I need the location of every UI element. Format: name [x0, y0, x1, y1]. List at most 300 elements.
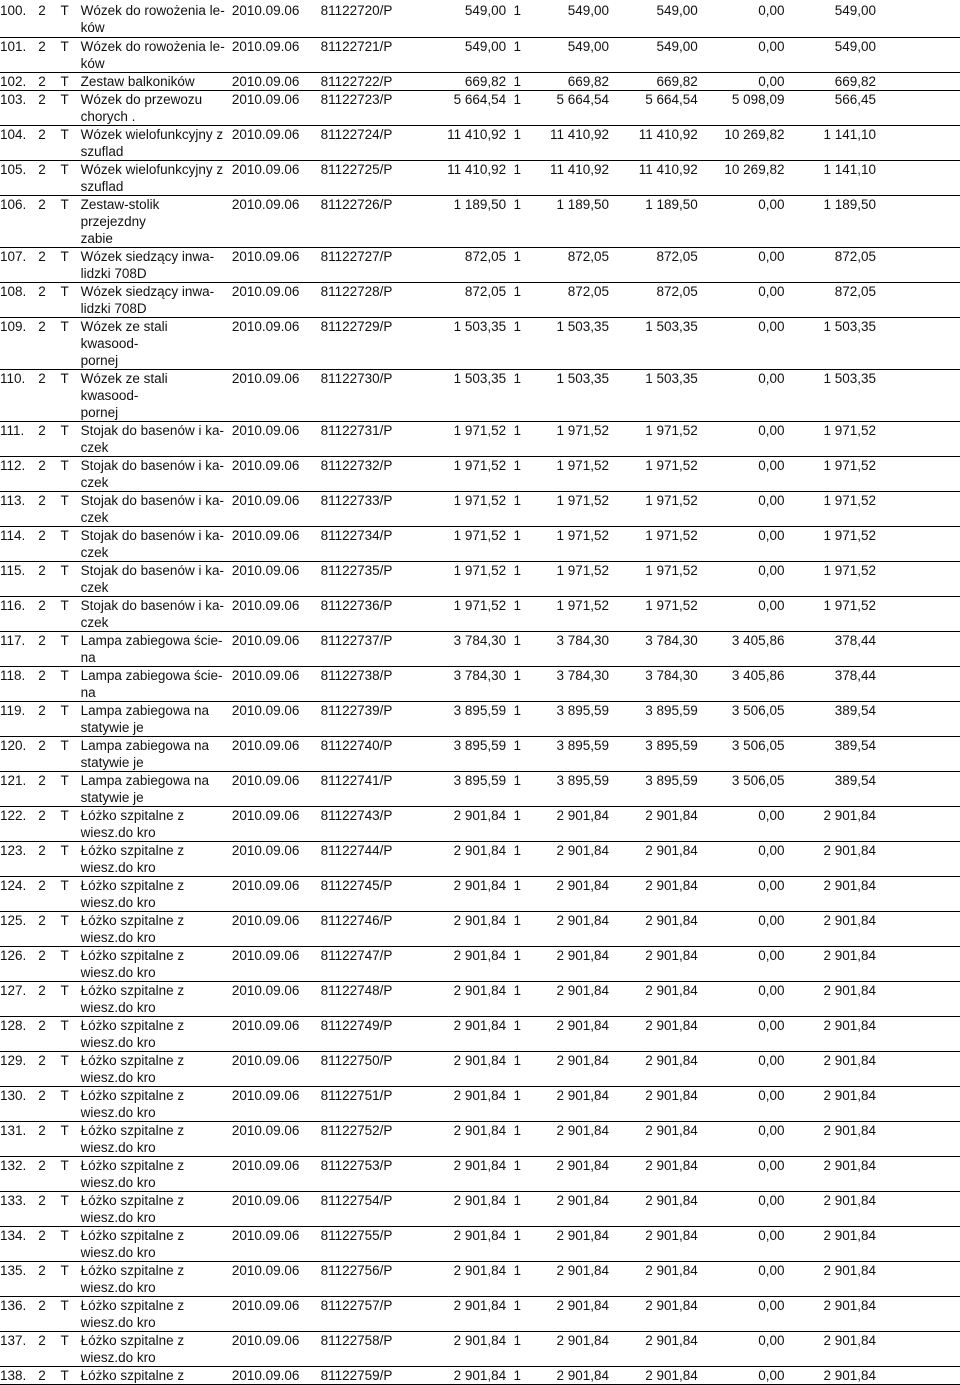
inventory-number: 81122759/P: [320, 1367, 393, 1383]
initial-value: 11 410,92: [638, 126, 698, 142]
acquisition-date: 2010.09.06: [231, 912, 300, 928]
table-row: [0, 456, 960, 491]
net-value: 1 971,52: [823, 527, 876, 543]
row-number: 129.: [0, 1052, 27, 1068]
net-value: 2 901,84: [823, 1332, 876, 1348]
row-number: 137.: [0, 1332, 27, 1348]
quantity: 1: [513, 248, 521, 264]
acquisition-date: 2010.09.06: [231, 422, 300, 438]
item-name-line: wiesz.do kro: [80, 1244, 156, 1260]
acquisition-date: 2010.09.06: [231, 842, 300, 858]
group-code: 2: [38, 492, 46, 508]
quantity: 1: [513, 807, 521, 823]
unit-price: 1 503,35: [453, 318, 507, 334]
group-code: 2: [38, 161, 46, 177]
table-row: [0, 1156, 960, 1191]
group-code: 2: [38, 912, 46, 928]
net-value: 2 901,84: [823, 1192, 876, 1208]
depreciation: 10 269,82: [724, 126, 785, 142]
item-name: [79, 1296, 230, 1331]
type-code: T: [60, 597, 69, 613]
inventory-number: 81122724/P: [320, 126, 393, 142]
item-name-line: wiesz.do kro: [80, 1174, 156, 1190]
depreciation: 0,00: [758, 1157, 785, 1173]
table-row: [0, 981, 960, 1016]
unit-price: 3 895,59: [453, 772, 507, 788]
item-name: [79, 247, 230, 282]
quantity: 1: [513, 1122, 521, 1138]
total-value: 2 901,84: [556, 1122, 610, 1138]
item-name-line: statywie je: [80, 789, 144, 805]
unit-price: 1 503,35: [453, 370, 507, 386]
acquisition-date: 2010.09.06: [231, 126, 300, 142]
type-code: T: [60, 91, 69, 107]
item-name-line: Zestaw-stolik przejezdny: [80, 196, 160, 229]
group-code: 2: [38, 807, 46, 823]
initial-value: 2 901,84: [645, 1017, 698, 1033]
unit-price: 1 971,52: [453, 422, 507, 438]
acquisition-date: 2010.09.06: [231, 1017, 300, 1033]
acquisition-date: 2010.09.06: [231, 527, 300, 543]
unit-price: 11 410,92: [447, 126, 507, 142]
initial-value: 2 901,84: [645, 1122, 698, 1138]
initial-value: 2 901,84: [645, 1052, 698, 1068]
quantity: 1: [513, 1087, 521, 1103]
inventory-number: 81122758/P: [320, 1332, 393, 1348]
item-name: [79, 771, 230, 806]
inventory-number: 81122748/P: [320, 982, 393, 998]
type-code: T: [60, 527, 69, 543]
inventory-number: 81122749/P: [320, 1017, 393, 1033]
net-value: 1 503,35: [823, 370, 876, 386]
acquisition-date: 2010.09.06: [231, 562, 300, 578]
quantity: 1: [513, 38, 521, 54]
table-row: [0, 247, 960, 282]
row-number: 106.: [0, 196, 27, 212]
inventory-number: 81122726/P: [320, 196, 393, 212]
group-code: 2: [38, 947, 46, 963]
net-value: 2 901,84: [823, 912, 876, 928]
inventory-number: 81122744/P: [320, 842, 393, 858]
initial-value: 2 901,84: [645, 1087, 698, 1103]
item-name-line: wiesz.do kro: [80, 1104, 156, 1120]
item-name-line: Wózek wielofunkcyjny z: [80, 161, 224, 177]
table-row: [0, 37, 960, 72]
acquisition-date: 2010.09.06: [231, 457, 300, 473]
initial-value: 2 901,84: [645, 842, 698, 858]
item-name-line: pornej: [80, 352, 119, 368]
quantity: 1: [513, 457, 521, 473]
net-value: 2 901,84: [823, 1017, 876, 1033]
initial-value: 1 971,52: [645, 527, 698, 543]
item-name: [79, 491, 230, 526]
depreciation: 0,00: [758, 1017, 785, 1033]
item-name-line: Łóżko szpitalne z: [80, 1297, 185, 1313]
depreciation: 10 269,82: [724, 161, 785, 177]
net-value: 566,45: [834, 91, 876, 107]
table-row: [0, 1261, 960, 1296]
acquisition-date: 2010.09.06: [231, 702, 300, 718]
net-value: 2 901,84: [823, 807, 876, 823]
initial-value: 2 901,84: [645, 1332, 698, 1348]
inventory-number: 81122746/P: [320, 912, 393, 928]
unit-price: 2 901,84: [453, 1332, 507, 1348]
net-value: 1 971,52: [823, 597, 876, 613]
group-code: 2: [38, 370, 46, 386]
row-number: 104.: [0, 126, 27, 142]
depreciation: 0,00: [758, 1122, 785, 1138]
total-value: 1 971,52: [556, 527, 610, 543]
type-code: T: [60, 1332, 69, 1348]
type-code: T: [60, 492, 69, 508]
item-name-line: wiesz.do kro: [80, 929, 156, 945]
quantity: 1: [513, 422, 521, 438]
unit-price: 2 901,84: [453, 947, 507, 963]
table-row: [0, 596, 960, 631]
acquisition-date: 2010.09.06: [231, 1157, 300, 1173]
quantity: 1: [513, 527, 521, 543]
row-number: 123.: [0, 842, 27, 858]
item-name-line: wiesz.do kro: [80, 1034, 156, 1050]
item-name: [79, 1366, 230, 1384]
table-row: [0, 2, 960, 37]
unit-price: 11 410,92: [447, 161, 507, 177]
total-value: 1 189,50: [556, 196, 610, 212]
unit-price: 1 971,52: [453, 562, 507, 578]
table-row: [0, 1331, 960, 1366]
group-code: 2: [38, 91, 46, 107]
item-name: [79, 72, 230, 90]
acquisition-date: 2010.09.06: [231, 877, 300, 893]
total-value: 1 503,35: [556, 318, 610, 334]
inventory-number: 81122723/P: [320, 91, 393, 107]
item-name-line: Łóżko szpitalne z: [80, 1192, 185, 1208]
initial-value: 3 895,59: [645, 702, 698, 718]
depreciation: 3 405,86: [731, 632, 785, 648]
table-row: [0, 421, 960, 456]
depreciation: 0,00: [758, 562, 785, 578]
depreciation: 0,00: [758, 422, 785, 438]
unit-price: 1 971,52: [453, 492, 507, 508]
initial-value: 1 503,35: [645, 370, 698, 386]
inventory-number: 81122752/P: [320, 1122, 393, 1138]
inventory-number: 81122753/P: [320, 1157, 393, 1173]
item-name: [79, 1156, 230, 1191]
table-row: [0, 666, 960, 701]
item-name: [79, 456, 230, 491]
total-value: 2 901,84: [556, 807, 610, 823]
net-value: 2 901,84: [823, 1087, 876, 1103]
depreciation: 5 098,09: [731, 91, 785, 107]
item-name: [79, 911, 230, 946]
item-name-line: Lampa zabiegowa na: [80, 772, 209, 788]
table-row: [0, 1226, 960, 1261]
net-value: 389,54: [834, 772, 876, 788]
item-name-line: szuflad: [80, 143, 124, 159]
unit-price: 549,00: [464, 38, 507, 54]
table-row: [0, 1016, 960, 1051]
acquisition-date: 2010.09.06: [231, 91, 300, 107]
unit-price: 2 901,84: [453, 1087, 507, 1103]
depreciation: 3 405,86: [731, 667, 785, 683]
item-name: [79, 736, 230, 771]
type-code: T: [60, 196, 69, 212]
initial-value: 3 784,30: [645, 632, 698, 648]
table-row: [0, 369, 960, 421]
net-value: 2 901,84: [823, 1227, 876, 1243]
depreciation: 0,00: [758, 1227, 785, 1243]
row-number: 133.: [0, 1192, 27, 1208]
inventory-number: 81122745/P: [320, 877, 393, 893]
initial-value: 2 901,84: [645, 807, 698, 823]
depreciation: 0,00: [758, 1087, 785, 1103]
group-code: 2: [38, 982, 46, 998]
total-value: 3 895,59: [556, 737, 610, 753]
item-name-line: Wózek do przewozu: [80, 91, 203, 107]
acquisition-date: 2010.09.06: [231, 370, 300, 386]
depreciation: 3 506,05: [731, 737, 785, 753]
item-name-line: Lampa zabiegowa ście-: [80, 667, 223, 683]
initial-value: 2 901,84: [645, 877, 698, 893]
item-name-line: wiesz.do kro: [80, 1209, 156, 1225]
item-name-line: Łóżko szpitalne z: [80, 947, 185, 963]
item-name: [79, 160, 230, 195]
group-code: 2: [38, 3, 46, 18]
group-code: 2: [38, 527, 46, 543]
unit-price: 2 901,84: [453, 1367, 507, 1383]
unit-price: 1 971,52: [453, 597, 507, 613]
item-name: [79, 876, 230, 911]
quantity: 1: [513, 842, 521, 858]
item-name-line: zabie: [80, 230, 113, 246]
acquisition-date: 2010.09.06: [231, 947, 300, 963]
acquisition-date: 2010.09.06: [231, 632, 300, 648]
type-code: T: [60, 772, 69, 788]
total-value: 2 901,84: [556, 1017, 610, 1033]
acquisition-date: 2010.09.06: [231, 318, 300, 334]
quantity: 1: [513, 73, 521, 89]
inventory-number: 81122720/P: [320, 3, 393, 18]
unit-price: 3 784,30: [453, 667, 507, 683]
group-code: 2: [38, 772, 46, 788]
net-value: 378,44: [834, 632, 876, 648]
depreciation: 0,00: [758, 597, 785, 613]
total-value: 2 901,84: [556, 947, 610, 963]
row-number: 122.: [0, 807, 27, 823]
table-row: [0, 72, 960, 90]
row-number: 108.: [0, 283, 27, 299]
item-name: [79, 369, 230, 421]
inventory-number: 81122750/P: [320, 1052, 393, 1068]
depreciation: 0,00: [758, 1367, 785, 1383]
total-value: 11 410,92: [549, 161, 610, 177]
quantity: 1: [513, 1332, 521, 1348]
initial-value: 3 784,30: [645, 667, 698, 683]
group-code: 2: [38, 73, 46, 89]
acquisition-date: 2010.09.06: [231, 3, 300, 18]
net-value: 549,00: [834, 3, 876, 18]
item-name-line: czek: [80, 544, 109, 560]
item-name: [79, 561, 230, 596]
type-code: T: [60, 1227, 69, 1243]
acquisition-date: 2010.09.06: [231, 1052, 300, 1068]
group-code: 2: [38, 597, 46, 613]
inventory-number: 81122736/P: [320, 597, 393, 613]
inventory-number: 81122741/P: [320, 772, 393, 788]
total-value: 5 664,54: [556, 91, 610, 107]
row-number: 128.: [0, 1017, 27, 1033]
row-number: 120.: [0, 737, 27, 753]
depreciation: 0,00: [758, 982, 785, 998]
initial-value: 2 901,84: [645, 947, 698, 963]
item-name-line: Łóżko szpitalne z: [80, 982, 185, 998]
inventory-number: 81122743/P: [320, 807, 393, 823]
quantity: 1: [513, 877, 521, 893]
item-name: [79, 1331, 230, 1366]
inventory-number: 81122755/P: [320, 1227, 393, 1243]
type-code: T: [60, 912, 69, 928]
item-name-line: Łóżko szpitalne z: [80, 877, 185, 893]
group-code: 2: [38, 248, 46, 264]
group-code: 2: [38, 126, 46, 142]
item-name-line: chorych .: [80, 108, 136, 124]
item-name-line: Lampa zabiegowa na: [80, 737, 209, 753]
acquisition-date: 2010.09.06: [231, 1297, 300, 1313]
group-code: 2: [38, 1367, 46, 1383]
type-code: T: [60, 161, 69, 177]
item-name-line: statywie je: [80, 719, 144, 735]
quantity: 1: [513, 492, 521, 508]
type-code: T: [60, 283, 69, 299]
row-number: 109.: [0, 318, 27, 334]
quantity: 1: [513, 126, 521, 142]
quantity: 1: [513, 702, 521, 718]
type-code: T: [60, 947, 69, 963]
item-name-line: Wózek wielofunkcyjny z: [80, 126, 224, 142]
depreciation: 0,00: [758, 492, 785, 508]
item-name-line: szuflad: [80, 178, 124, 194]
depreciation: 0,00: [758, 248, 785, 264]
row-number: 100.: [0, 3, 27, 18]
group-code: 2: [38, 457, 46, 473]
item-name-line: na: [80, 649, 96, 665]
table-row: [0, 631, 960, 666]
table-row: [0, 1366, 960, 1384]
group-code: 2: [38, 562, 46, 578]
item-name: [79, 631, 230, 666]
net-value: 2 901,84: [823, 842, 876, 858]
acquisition-date: 2010.09.06: [231, 73, 300, 89]
net-value: 549,00: [834, 38, 876, 54]
total-value: 3 784,30: [556, 632, 610, 648]
type-code: T: [60, 1157, 69, 1173]
row-number: 138.: [0, 1367, 27, 1383]
unit-price: 3 895,59: [453, 702, 507, 718]
group-code: 2: [38, 422, 46, 438]
initial-value: 669,82: [656, 73, 698, 89]
initial-value: 2 901,84: [645, 1367, 698, 1383]
group-code: 2: [38, 318, 46, 334]
item-name-line: wiesz.do kro: [80, 1279, 156, 1295]
item-name-line: Łóżko szpitalne z: [80, 1367, 185, 1383]
inventory-number: 81122727/P: [320, 248, 393, 264]
total-value: 2 901,84: [556, 1262, 610, 1278]
item-name: [79, 317, 230, 369]
inventory-number: 81122747/P: [320, 947, 393, 963]
total-value: 11 410,92: [549, 126, 610, 142]
acquisition-date: 2010.09.06: [231, 1332, 300, 1348]
total-value: 1 971,52: [556, 562, 610, 578]
total-value: 2 901,84: [556, 1297, 610, 1313]
item-name-line: Wózek ze stali kwasood-: [80, 370, 168, 403]
depreciation: 0,00: [758, 1262, 785, 1278]
table-row: [0, 317, 960, 369]
unit-price: 872,05: [464, 248, 507, 264]
depreciation: 0,00: [758, 73, 785, 89]
type-code: T: [60, 248, 69, 264]
depreciation: 0,00: [758, 527, 785, 543]
initial-value: 5 664,54: [645, 91, 698, 107]
quantity: 1: [513, 667, 521, 683]
item-name-line: Stojak do basenów i ka-: [80, 422, 224, 438]
unit-price: 2 901,84: [453, 982, 507, 998]
group-code: 2: [38, 1262, 46, 1278]
group-code: 2: [38, 196, 46, 212]
depreciation: 3 506,05: [731, 702, 785, 718]
initial-value: 1 971,52: [645, 492, 698, 508]
type-code: T: [60, 457, 69, 473]
total-value: 872,05: [567, 283, 610, 299]
table-row: [0, 282, 960, 317]
item-name-line: wiesz.do kro: [80, 964, 156, 980]
item-name-line: czek: [80, 509, 109, 525]
unit-price: 2 901,84: [453, 1157, 507, 1173]
item-name-line: pornej: [80, 404, 119, 420]
inventory-number: 81122739/P: [320, 702, 393, 718]
initial-value: 2 901,84: [645, 1227, 698, 1243]
item-name: [79, 806, 230, 841]
row-number: 126.: [0, 947, 27, 963]
initial-value: 2 901,84: [645, 1297, 698, 1313]
table-row: [0, 160, 960, 195]
type-code: T: [60, 422, 69, 438]
table-row: [0, 771, 960, 806]
row-number: 110.: [0, 370, 26, 386]
net-value: 1 971,52: [823, 562, 876, 578]
unit-price: 2 901,84: [453, 1227, 507, 1243]
type-code: T: [60, 38, 69, 54]
inventory-number: 81122732/P: [320, 457, 393, 473]
row-number: 111.: [0, 422, 25, 438]
row-number: 101.: [0, 38, 27, 54]
quantity: 1: [513, 1192, 521, 1208]
type-code: T: [60, 1367, 69, 1383]
depreciation: 0,00: [758, 196, 785, 212]
table-row: [0, 911, 960, 946]
total-value: 2 901,84: [556, 842, 610, 858]
type-code: T: [60, 126, 69, 142]
item-name-line: Zestaw balkoników: [80, 73, 195, 89]
type-code: T: [60, 667, 69, 683]
group-code: 2: [38, 877, 46, 893]
inventory-number: 81122722/P: [320, 73, 393, 89]
table-row: [0, 195, 960, 247]
net-value: 1 189,50: [823, 196, 876, 212]
item-name-line: Łóżko szpitalne z: [80, 1017, 185, 1033]
acquisition-date: 2010.09.06: [231, 1192, 300, 1208]
type-code: T: [60, 370, 69, 386]
item-name-line: Wózek do rowożenia le-: [80, 38, 225, 54]
